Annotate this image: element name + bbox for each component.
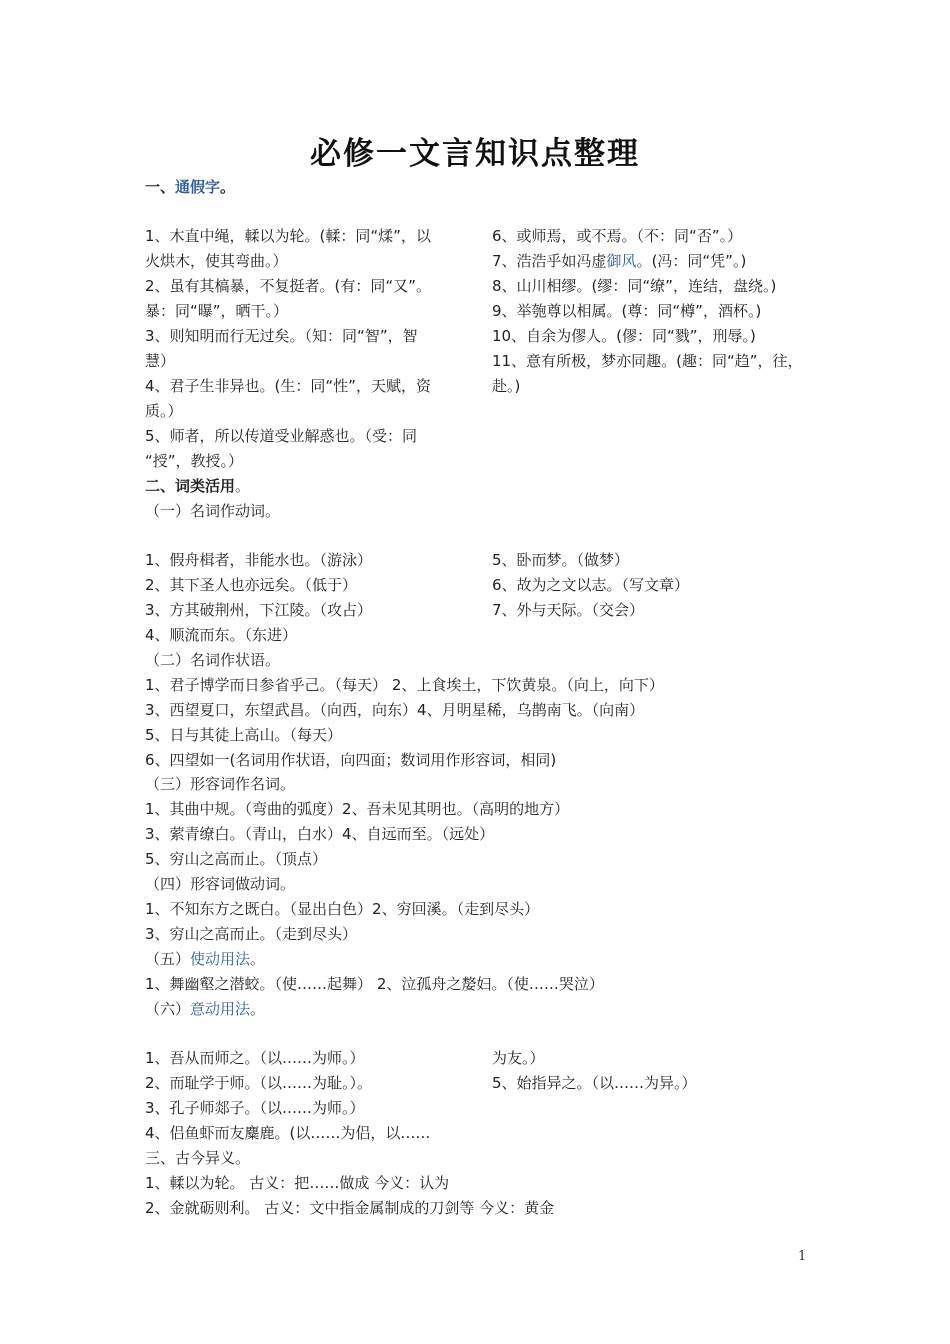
list-item: 3、方其破荆州，下江陵。（攻占） xyxy=(145,601,373,619)
list-item: 2、而耻学于师。（以……为耻。）。 xyxy=(145,1074,373,1092)
list-item: 4、君子生非异也。(生：同“性”，天赋，资 xyxy=(145,377,431,395)
list-item: 5、卧而梦。（做梦） xyxy=(492,551,630,569)
section-heading-gujinyiyi: 三、古今异义。 xyxy=(145,1149,251,1167)
list-item xyxy=(492,252,746,270)
list-item: 1、木直中绳，輮以为轮。(輮：同“煣”，以 xyxy=(145,227,431,245)
list-item: 3、萦青缭白。（青山，白水）4、自远而至。（远处） xyxy=(145,825,495,843)
section-heading-tongjiazi xyxy=(145,178,235,196)
list-item: 赴。) xyxy=(492,377,521,395)
list-item: 1、舞幽壑之潜蛟。（使……起舞） 2、泣孤舟之嫠妇。（使……哭泣） xyxy=(145,975,604,993)
list-item: 8、山川相缪。(缪：同“缭”，连结，盘绕。) xyxy=(492,277,777,295)
list-item: 7、外与天际。（交会） xyxy=(492,601,645,619)
list-item: 为友。） xyxy=(492,1049,545,1067)
tongjiazi-link[interactable]: 通假字 xyxy=(175,178,221,196)
list-item: 5、师者，所以传道受业解惑也。（受：同 xyxy=(145,427,418,445)
list-item-text: 7、浩浩乎如冯虚 xyxy=(492,252,607,270)
subsection-heading: （三）形容词作名词。 xyxy=(145,775,296,793)
list-item: 2、金就砺则利。 古义：文中指金属制成的刀剑等 今义：黄金 xyxy=(145,1199,555,1217)
list-item: 6、或师焉，或不焉。（不：同“否”。） xyxy=(492,227,743,245)
list-item: 1、不知东方之既白。（显出白色）2、穷回溪。（走到尽头） xyxy=(145,900,540,918)
section-heading-text: 二、词类活用 xyxy=(145,477,236,495)
list-item: 1、假舟楫者，非能水也。（游泳） xyxy=(145,551,373,569)
list-item: 5、始指异之。（以……为异。） xyxy=(492,1074,697,1092)
list-item: 3、穷山之高而止。（走到尽头） xyxy=(145,925,358,943)
subsection-number: （六） xyxy=(145,1000,191,1018)
section-suffix: 。 xyxy=(235,477,251,495)
subsection-heading: （四）形容词做动词。 xyxy=(145,875,296,893)
list-item: 9、举匏尊以相属。(尊：同“樽”，酒杯。) xyxy=(492,302,762,320)
shidongyongfa-link[interactable]: 使动用法 xyxy=(190,950,251,968)
subsection-heading xyxy=(145,1000,265,1018)
section-suffix: 。 xyxy=(220,178,236,196)
list-item: 1、君子博学而日参省乎己。（每天） 2、上食埃土，下饮黄泉。（向上，向下） xyxy=(145,676,664,694)
yufeng-link[interactable]: 御风 xyxy=(606,252,637,270)
subsection-heading: （一）名词作动词。 xyxy=(145,502,281,520)
list-item: 2、其下圣人也亦远矣。（低于） xyxy=(145,576,358,594)
list-item: 6、故为之文以志。（写文章） xyxy=(492,576,690,594)
list-item: 1、輮以为轮。 古义：把……做成 今义：认为 xyxy=(145,1174,450,1192)
list-item: 3、西望夏口，东望武昌。（向西，向东）4、月明星稀，乌鹊南飞。（向南） xyxy=(145,701,645,719)
list-item: 5、穷山之高而止。（顶点） xyxy=(145,850,328,868)
list-item: 4、侣鱼虾而友麋鹿。(以……为侣，以…… xyxy=(145,1124,431,1142)
subsection-heading: （二）名词作状语。 xyxy=(145,651,281,669)
list-item-text: 。(冯：同“凭”。) xyxy=(636,252,747,270)
yidongyongfa-link[interactable]: 意动用法 xyxy=(190,1000,251,1018)
list-item: 慧） xyxy=(145,352,176,370)
list-item: 暴：同“曝”，晒干。） xyxy=(145,302,289,320)
list-item: 11、意有所极，梦亦同趣。(趣：同“趋”，往， xyxy=(492,352,803,370)
list-item: 2、虽有其槁暴，不复挺者。(有：同“又”。 xyxy=(145,277,431,295)
page-number: 1 xyxy=(798,1249,807,1264)
list-item: 10、自余为僇人。(僇：同“戮”，刑辱。) xyxy=(492,327,756,345)
list-item: 3、孔子师郯子。（以……为师。） xyxy=(145,1099,365,1117)
list-item: 质。） xyxy=(145,402,183,420)
page-title: 必修一文言知识点整理 xyxy=(310,136,640,172)
section-number: 一、 xyxy=(145,178,176,196)
section-suffix: 。 xyxy=(250,950,266,968)
subsection-heading xyxy=(145,950,265,968)
section-suffix: 。 xyxy=(250,1000,266,1018)
list-item: 3、则知明而行无过矣。（知：同“智”，智 xyxy=(145,327,418,345)
section-heading-cileihuoyong xyxy=(145,477,250,495)
list-item: “授”，教授。） xyxy=(145,452,244,470)
list-item: 1、吾从而师之。（以……为师。） xyxy=(145,1049,365,1067)
list-item: 5、日与其徒上高山。（每天） xyxy=(145,726,343,744)
subsection-number: （五） xyxy=(145,950,191,968)
list-item: 火烘木，使其弯曲。） xyxy=(145,252,288,270)
list-item: 6、四望如一(名词用作状语，向四面；数词用作形容词，相同) xyxy=(145,751,557,769)
list-item: 4、顺流而东。（东进） xyxy=(145,626,298,644)
list-item: 1、其曲中规。（弯曲的弧度）2、吾未见其明也。（高明的地方） xyxy=(145,800,570,818)
